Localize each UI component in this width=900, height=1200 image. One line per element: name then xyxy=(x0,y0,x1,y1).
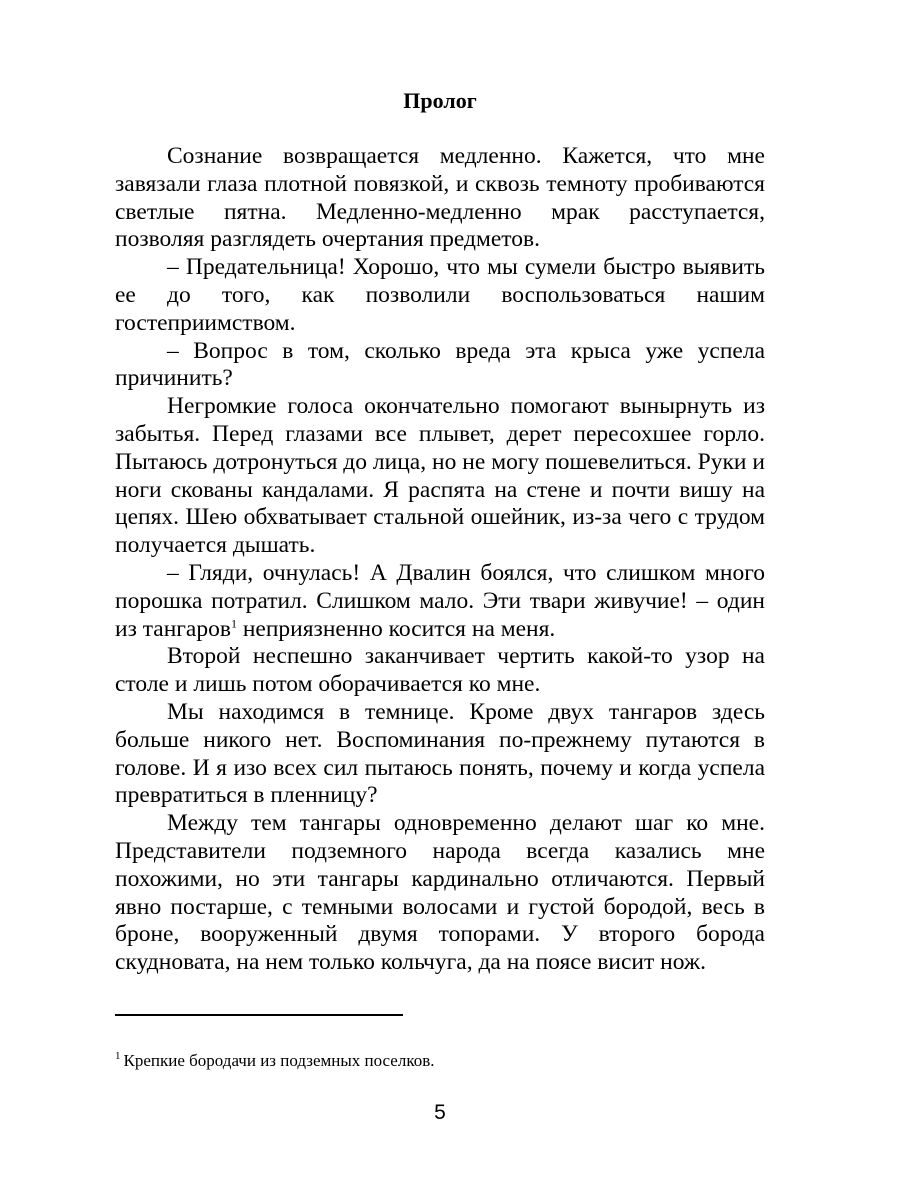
body-text xyxy=(115,143,765,977)
paragraph-text: неприязненно косится на меня. xyxy=(236,615,556,642)
paragraph: Второй неспешно заканчивает чертить какой-то узор на столе и лишь потом оборачивается ко мне. xyxy=(115,643,765,698)
page-number: 5 xyxy=(434,1101,446,1124)
footnote-text: Крепкие бородачи из подземных поселков. xyxy=(123,1051,435,1070)
paragraph: – Вопрос в том, сколько вреда эта крыса уже успела причинить? xyxy=(115,337,765,392)
paragraph: Сознание возвращается медленно. Кажется, что мне завязали глаза плотной повязкой, и сквозь темноту пробиваются светлые пятна. Медленно-медленно мрак расступается, позволяя разглядеть очертания предметов. xyxy=(115,143,765,253)
paragraph: – Предательница! Хорошо, что мы сумели быстро выявить ее до того, как позволили воспользоваться нашим гостеприимством. xyxy=(115,254,765,336)
paragraph: Мы находимся в темнице. Кроме двух тангаров здесь больше никого нет. Воспоминания по-прежнему путаются в голове. И я изо всех сил пытаюсь понять, почему и когда успела превратиться в пленницу? xyxy=(115,698,765,809)
paragraph: Негромкие голоса окончательно помогают вынырнуть из забытья. Перед глазами все плывет, дерет пересохшее горло. Пытаюсь дотронуться до лица, но не могу пошевелиться. Руки и ноги скованы кандалами. Я распята на стене и почти вишу на цепях. Шею обхватывает стальной ошейник, из-за чего с трудом получается дышать. xyxy=(115,393,765,559)
paragraph: Между тем тангары одновременно делают шаг ко мне. Представители подземного народа всегда казались мне похожими, но эти тангары кардинально отличаются. Первый явно постарше, с темными волосами и густой бородой, весь в броне, вооруженный двумя топорами. У второго борода скудновата, на нем только кольчуга, да на поясе висит нож. xyxy=(115,810,765,976)
footnote-mark: 1 xyxy=(115,1050,121,1063)
footnote-reference: 1 xyxy=(230,616,237,631)
paragraph-text: – Гляди, очнулась! А Двалин боялся, что слишком много порошка потратил. Слишком мало. Эти твари живучие! – один из тангаров xyxy=(115,559,765,642)
chapter-title: Пролог xyxy=(403,88,477,113)
footnote-separator xyxy=(115,1014,403,1016)
footnote xyxy=(115,1050,765,1072)
paragraph-with-footnote xyxy=(115,560,765,643)
